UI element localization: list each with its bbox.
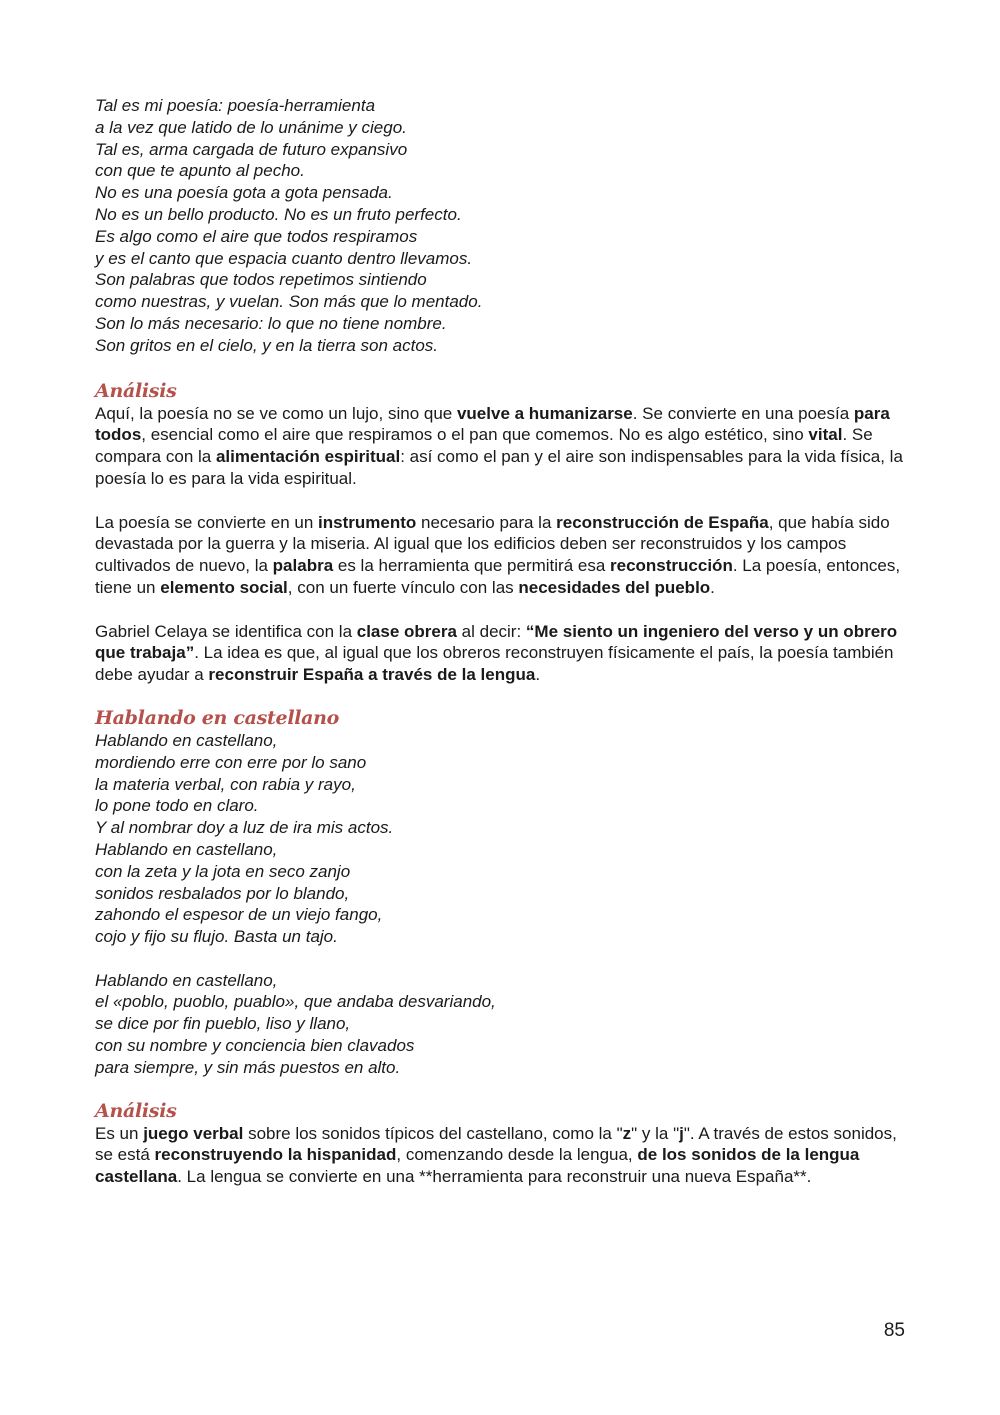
text-run: . Se convierte en una poesía: [632, 403, 854, 423]
text-run: Gabriel Celaya se identifica con la: [95, 621, 357, 641]
poem-line: Es algo como el aire que todos respiramos: [95, 226, 418, 246]
text-run: es la herramienta que permitirá esa: [333, 556, 611, 576]
analysis-heading-2: Análisis: [95, 1099, 177, 1122]
text-run: : así como el pan y el aire son indispensables para la vida física, la poesía lo es para la vida espiritual.: [95, 447, 903, 488]
analysis1-paragraph-1: [95, 403, 910, 490]
bold-text: “Me siento un ingeniero del verso y un obrero que trabaja”: [95, 621, 898, 663]
bold-text: instrumento: [318, 512, 417, 532]
page-number: 85: [883, 1320, 905, 1341]
text-run: Es un: [95, 1123, 144, 1143]
poem-line: con que te apunto al pecho.: [95, 161, 305, 181]
text-run: La poesía se convierte en un: [95, 512, 319, 532]
poem-line: No es un bello producto. No es un fruto perfecto.: [95, 204, 462, 224]
bold-text: reconstrucción: [610, 556, 733, 576]
text-run: al decir:: [456, 621, 526, 641]
poem-line: No es una poesía gota a gota pensada.: [95, 183, 393, 203]
text-run: . La lengua se convierte en una **herramienta para reconstruir una nueva España**.: [177, 1167, 812, 1187]
bold-text: elemento social: [160, 577, 288, 597]
text-run: sobre los sonidos típicos del castellano, como la ": [243, 1123, 623, 1143]
poem-tal-es-mi-poesia: [95, 95, 910, 357]
page-content: [95, 95, 910, 1188]
text-run: ". A través de estos sonidos, se está: [95, 1123, 897, 1165]
poem-line: Tal es, arma cargada de futuro expansivo: [95, 139, 408, 159]
poem-line: la materia verbal, con rabia y rayo,: [95, 774, 356, 794]
poem-line: Tal es mi poesía: poesía-herramienta: [95, 96, 376, 115]
text-run: .: [710, 577, 715, 597]
text-run: , con un fuerte vínculo con las: [287, 577, 519, 597]
bold-text: necesidades del pueblo: [518, 577, 711, 597]
bold-text: z: [622, 1123, 632, 1143]
poem-line: el «poblo, puoblo, puablo», que andaba desvariando,: [95, 992, 496, 1012]
poem-hablando-stanza-1: [95, 730, 910, 948]
bold-text: palabra: [272, 556, 334, 576]
bold-text: j: [679, 1123, 684, 1143]
analysis-heading-1: Análisis: [95, 379, 177, 402]
bold-text: de los sonidos de la lengua castellana: [95, 1145, 860, 1187]
bold-text: alimentación espiritual: [215, 447, 401, 467]
text-run: . Se compara con la: [95, 425, 873, 467]
poem-line: Son gritos en el cielo, y en la tierra son actos.: [95, 335, 439, 355]
poem-line: para siempre, y sin más puestos en alto.: [95, 1057, 401, 1077]
bold-text: juego verbal: [143, 1123, 244, 1143]
poem-line: cojo y fijo su flujo. Basta un tajo.: [95, 927, 338, 947]
poem-line: zahondo el espesor de un viejo fango,: [95, 905, 383, 925]
poem-hablando-stanza-2: [95, 970, 910, 1079]
poem-line: como nuestras, y vuelan. Son más que lo mentado.: [95, 292, 483, 312]
bold-text: para todos: [95, 403, 890, 445]
text-run: . La idea es que, al igual que los obreros reconstruyen físicamente el país, la poesía también debe ayudar a: [95, 643, 894, 685]
poem-line: Hablando en castellano,: [95, 730, 278, 750]
text-run: . La poesía, entonces, tiene un: [95, 556, 901, 597]
poem-line: a la vez que latido de lo unánime y ciego.: [95, 117, 407, 137]
bold-text: reconstruyendo la hispanidad: [154, 1145, 397, 1165]
text-run: " y la ": [631, 1123, 680, 1143]
poem-line: Son palabras que todos repetimos sintiendo: [95, 270, 427, 290]
poem-line: con la zeta y la jota en seco zanjo: [95, 861, 351, 881]
text-run: necesario para la: [416, 512, 557, 532]
poem-line: lo pone todo en claro.: [95, 796, 259, 816]
poem-heading-hablando: Hablando en castellano: [95, 706, 340, 729]
bold-text: reconstrucción de España: [556, 512, 769, 532]
poem-line: mordiendo erre con erre por lo sano: [95, 752, 367, 772]
analysis2-paragraph-1: [95, 1123, 910, 1188]
text-run: , comenzando desde la lengua,: [396, 1145, 638, 1165]
bold-text: vuelve a humanizarse: [456, 403, 633, 423]
analysis1-paragraph-2: [95, 512, 910, 599]
bold-text: clase obrera: [356, 621, 457, 641]
analysis1-paragraph-3: [95, 621, 910, 686]
poem-line: Hablando en castellano,: [95, 970, 278, 990]
poem-line: Y al nombrar doy a luz de ira mis actos.: [95, 818, 394, 838]
poem-line: Hablando en castellano,: [95, 839, 278, 859]
bold-text: vital: [808, 425, 843, 445]
poem-line: y es el canto que espacia cuanto dentro llevamos.: [95, 248, 473, 268]
text-run: .: [535, 665, 541, 685]
text-run: , esencial como el aire que respiramos o el pan que comemos. No es algo estético, sino: [141, 425, 809, 445]
text-run: , que había sido devastada por la guerra y la miseria. Al igual que los edificios deben ser reconstruidos y los campos cultivados de nuevo, la: [95, 512, 890, 576]
poem-line: se dice por fin pueblo, liso y llano,: [95, 1014, 351, 1034]
text-run: Aquí, la poesía no se ve como un lujo, sino que: [95, 403, 457, 423]
poem-line: Son lo más necesario: lo que no tiene nombre.: [95, 313, 447, 333]
poem-line: sonidos resbalados por lo blando,: [95, 883, 350, 903]
bold-text: reconstruir España a través de la lengua: [208, 665, 536, 685]
poem-line: con su nombre y conciencia bien clavados: [95, 1036, 415, 1056]
